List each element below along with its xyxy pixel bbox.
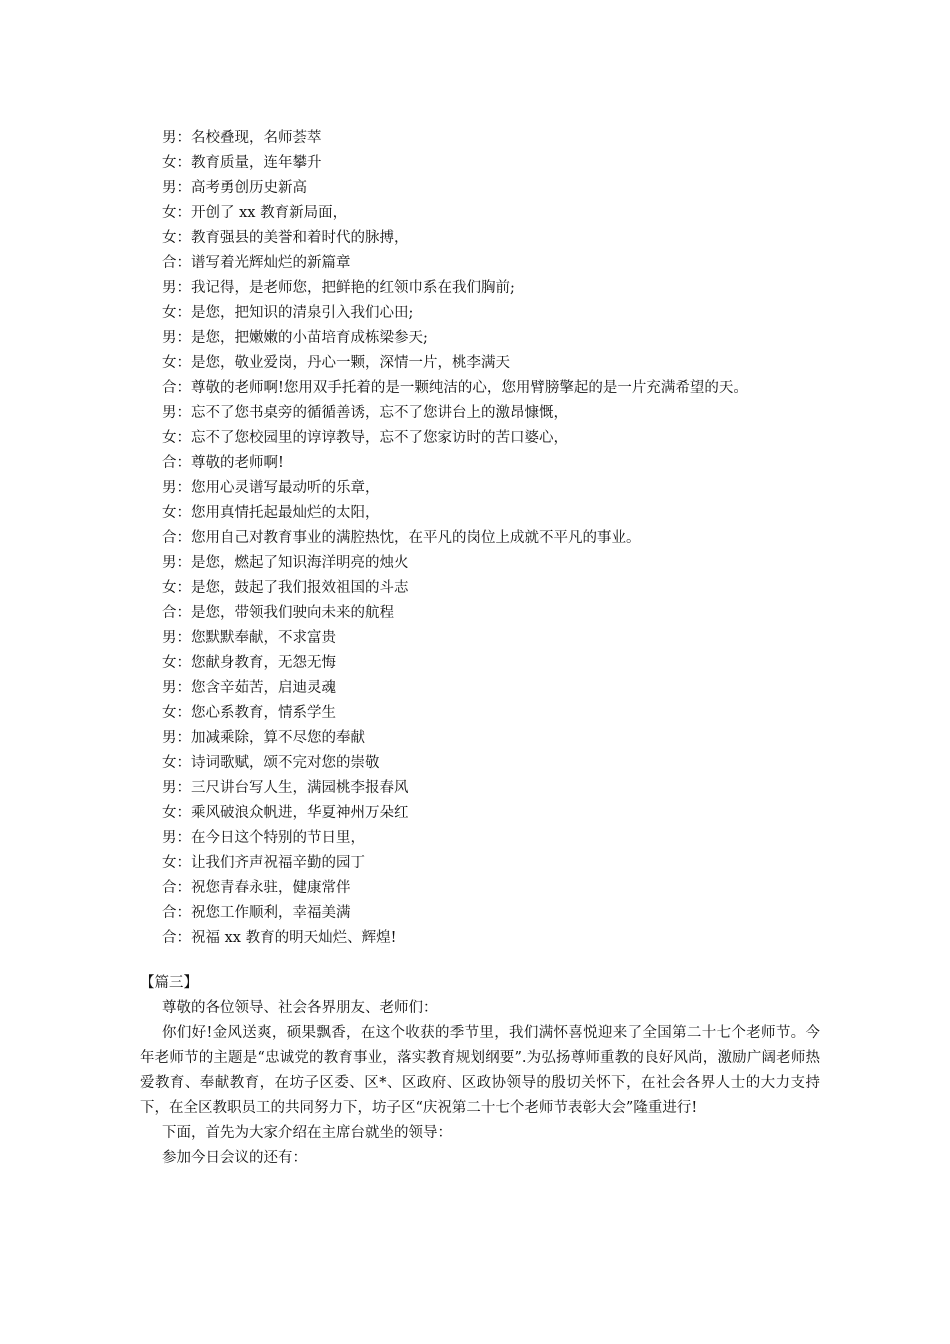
- dialogue-line: 女：是您，把知识的清泉引入我们心田;: [162, 305, 414, 321]
- dialogue-line: 合：是您，带领我们驶向未来的航程: [162, 605, 394, 621]
- dialogue-line: 合：谱写着光辉灿烂的新篇章: [162, 255, 351, 271]
- dialogue-line: 合：祝您青春永驻，健康常伴: [162, 880, 351, 896]
- dialogue-line: 女：开创了 xx 教育新局面，: [162, 205, 348, 221]
- dialogue-line: 男：在今日这个特别的节日里，: [162, 830, 365, 846]
- dialogue-line: 女：乘风破浪众帆进，华夏神州万朵红: [162, 805, 409, 821]
- dialogue-line: 男：高考勇创历史新高: [162, 180, 307, 196]
- dialogue-line: 男：您用心灵谱写最动听的乐章，: [162, 480, 380, 496]
- dialogue-line: 女：是您，鼓起了我们报效祖国的斗志: [162, 580, 409, 596]
- dialogue-line: 合：祝您工作顺利，幸福美满: [162, 905, 351, 921]
- dialogue-line: 女：是您，敬业爱岗，丹心一颗，深情一片，桃李满天: [162, 355, 510, 371]
- dialogue-line: 男：忘不了您书桌旁的循循善诱，忘不了您讲台上的激昂慷慨，: [162, 405, 568, 421]
- dialogue-line: 合：您用自己对教育事业的满腔热忱，在平凡的岗位上成就不平凡的事业。: [162, 530, 641, 546]
- dialogue-line: 合：祝福 xx 教育的明天灿烂、辉煌!: [162, 930, 397, 946]
- section-three: [140, 970, 820, 1171]
- dialogue-list: [162, 126, 862, 951]
- dialogue-line: 男：是您，燃起了知识海洋明亮的烛火: [162, 555, 409, 571]
- dialogue-line: 男：您默默奉献，不求富贵: [162, 630, 336, 646]
- dialogue-line: 男：名校叠现，名师荟萃: [162, 130, 322, 146]
- dialogue-line: 女：您用真情托起最灿烂的太阳，: [162, 505, 380, 521]
- dialogue-line: 女：您心系教育，情系学生: [162, 705, 336, 721]
- section-title: 【篇三】: [140, 975, 198, 991]
- dialogue-line: 男：您含辛茹苦，启迪灵魂: [162, 680, 336, 696]
- paragraph: 参加今日会议的还有：: [162, 1150, 307, 1166]
- dialogue-line: 合：尊敬的老师啊!您用双手托着的是一颗纯洁的心，您用臂膀擎起的是一片充满希望的天。: [162, 380, 748, 396]
- dialogue-line: 男：我记得，是老师您，把鲜艳的红领巾系在我们胸前;: [162, 280, 515, 296]
- dialogue-line: 合：尊敬的老师啊!: [162, 455, 284, 471]
- section-body: [140, 996, 820, 1171]
- dialogue-line: 男：三尺讲台写人生，满园桃李报春风: [162, 780, 409, 796]
- dialogue-line: 男：加减乘除，算不尽您的奉献: [162, 730, 365, 746]
- paragraph: 尊敬的各位领导、社会各界朋友、老师们：: [162, 1000, 438, 1016]
- dialogue-line: 女：诗词歌赋，颂不完对您的崇敬: [162, 755, 380, 771]
- paragraph: 你们好!金风送爽，硕果飘香，在这个收获的季节里，我们满怀喜悦迎来了全国第二十七个老师节。今年老师节的主题是“忠诚党的教育事业，落实教育规划纲要”.为弘扬尊师重教的良好风尚，激励广阔老师热爱教育、奉献教育，在坊子区委、区*、区政府、区政协领导的殷切关怀下，在社会各界人士的大力支持下，在全区教职员工的共同努力下，坊子区“庆祝第二十七个老师节表彰大会”隆重进行!: [140, 1025, 820, 1116]
- dialogue-line: 女：您献身教育，无怨无悔: [162, 655, 336, 671]
- dialogue-line: 女：教育质量，连年攀升: [162, 155, 322, 171]
- dialogue-line: 男：是您，把嫩嫩的小苗培育成栋梁参天;: [162, 330, 428, 346]
- dialogue-line: 女：让我们齐声祝福辛勤的园丁: [162, 855, 365, 871]
- dialogue-line: 女：忘不了您校园里的谆谆教导，忘不了您家访时的苦口婆心，: [162, 430, 568, 446]
- paragraph: 下面，首先为大家介绍在主席台就坐的领导：: [162, 1125, 452, 1141]
- dialogue-line: 女：教育强县的美誉和着时代的脉搏，: [162, 230, 409, 246]
